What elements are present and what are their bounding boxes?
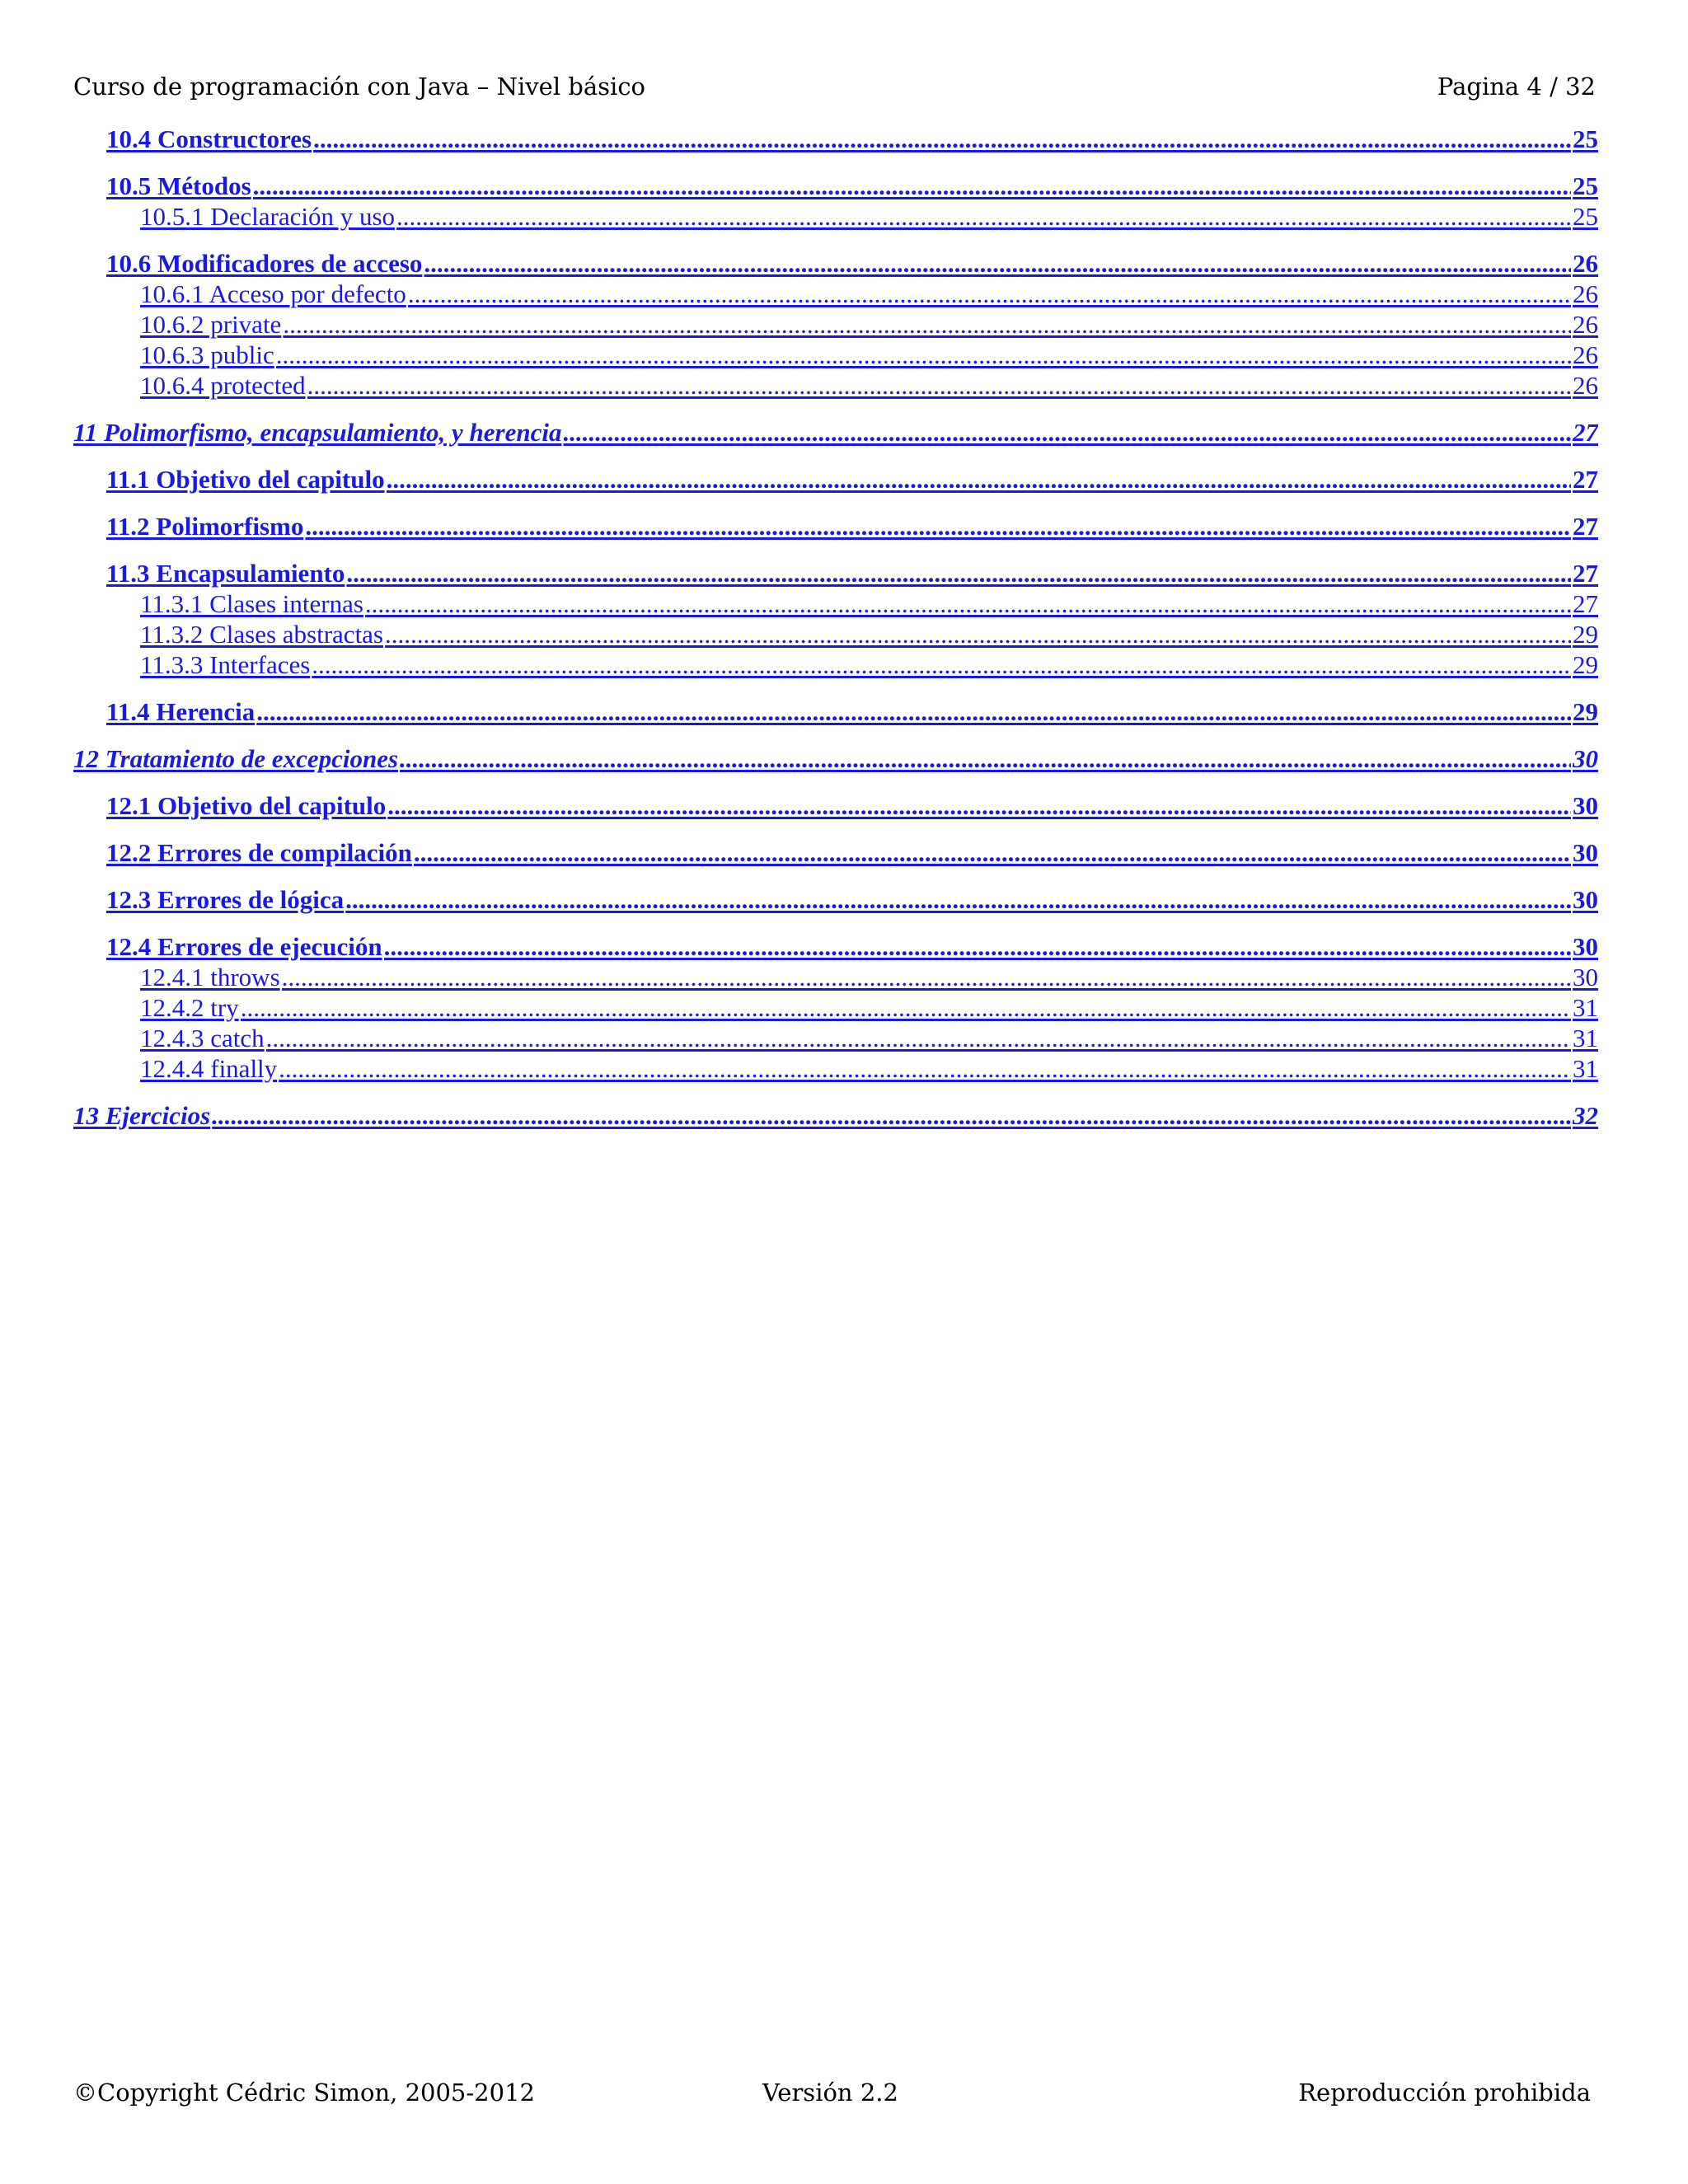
toc-dot-leader (424, 248, 1571, 279)
toc-entry-page: 27 (1573, 465, 1598, 494)
toc-dot-leader (266, 1023, 1571, 1053)
toc-entry-page: 27 (1573, 589, 1598, 618)
toc-entry-title: 10.6.1 Acceso por defecto (140, 279, 406, 308)
toc-entry[interactable] (73, 171, 1598, 201)
toc-dot-leader (400, 743, 1571, 774)
toc-entry-page: 32 (1573, 1101, 1598, 1130)
toc-entry-page: 27 (1573, 418, 1598, 447)
toc-dot-leader (563, 417, 1571, 448)
toc-entry-title: 10.6.3 public (140, 340, 274, 369)
toc-entry-title: 11.3.2 Clases abstractas (140, 620, 383, 649)
toc-entry-page: 30 (1573, 963, 1598, 991)
toc-dot-leader (307, 370, 1571, 401)
toc-entry[interactable] (73, 992, 1598, 1023)
toc-entry-page: 31 (1573, 1054, 1598, 1083)
toc-entry-title: 11.4 Herencia (106, 697, 256, 726)
toc-entry-title: 12.4.1 throws (140, 963, 280, 991)
toc-entry[interactable] (73, 1023, 1598, 1053)
toc-entry[interactable] (73, 417, 1598, 448)
toc-entry[interactable] (73, 837, 1598, 868)
toc-dot-leader (385, 619, 1571, 649)
toc-entry-page: 26 (1573, 279, 1598, 308)
toc-entry-page: 25 (1573, 124, 1598, 153)
toc-dot-leader (396, 201, 1571, 232)
toc-entry-title: 12.4.4 finally (140, 1054, 278, 1083)
toc-entry-title: 10.6 Modificadores de acceso (106, 249, 423, 278)
toc-entry[interactable] (73, 1100, 1598, 1131)
page-footer (73, 2079, 1591, 2115)
toc-entry[interactable] (73, 340, 1598, 370)
toc-dot-leader (312, 649, 1571, 680)
toc-entry[interactable] (73, 588, 1598, 619)
toc-entry-page: 31 (1573, 993, 1598, 1022)
toc-entry[interactable] (73, 201, 1598, 232)
toc-dot-leader (414, 837, 1571, 868)
toc-entry-title: 12.4.2 try (140, 993, 239, 1022)
toc-dot-leader (253, 171, 1571, 201)
toc-entry[interactable] (73, 279, 1598, 309)
toc-entry-page: 26 (1573, 340, 1598, 369)
toc-entry-page: 26 (1573, 310, 1598, 339)
footer-notice: Reproducción prohibida (1298, 2079, 1591, 2107)
toc-entry[interactable] (73, 790, 1598, 821)
toc-entry[interactable] (73, 124, 1598, 154)
toc-dot-leader (283, 309, 1571, 340)
toc-entry-title: 11.3.1 Clases internas (140, 589, 363, 618)
toc-entry-title: 12.4.3 catch (140, 1024, 265, 1052)
toc-entry-title: 10.6.4 protected (140, 371, 306, 400)
toc-entry-page: 25 (1573, 171, 1598, 200)
toc-entry-page: 29 (1573, 650, 1598, 679)
toc-entry-page: 26 (1573, 249, 1598, 278)
toc-entry-title: 11.2 Polimorfismo (106, 512, 304, 541)
toc-entry-title: 12.1 Objetivo del capitulo (106, 791, 387, 820)
toc-entry-title: 11.3.3 Interfaces (140, 650, 311, 679)
table-of-contents (73, 124, 1598, 1147)
toc-entry-page: 30 (1573, 791, 1598, 820)
toc-dot-leader (408, 279, 1571, 309)
toc-dot-leader (345, 884, 1571, 915)
toc-entry-title: 12.4 Errores de ejecución (106, 932, 382, 961)
toc-entry-page: 31 (1573, 1024, 1598, 1052)
toc-entry-title: 12 Tratamiento de excepciones (73, 744, 399, 773)
footer-version: Versión 2.2 (762, 2079, 898, 2107)
toc-dot-leader (346, 558, 1571, 588)
toc-entry-title: 11.3 Encapsulamiento (106, 559, 345, 588)
toc-dot-leader (387, 790, 1571, 821)
toc-entry[interactable] (73, 649, 1598, 680)
toc-entry-title: 11.1 Objetivo del capitulo (106, 465, 385, 494)
page-header (73, 73, 1596, 109)
toc-entry-title: 10.4 Constructores (106, 124, 312, 153)
toc-entry-page: 30 (1573, 838, 1598, 867)
toc-entry[interactable] (73, 696, 1598, 727)
toc-entry[interactable] (73, 743, 1598, 774)
toc-entry[interactable] (73, 511, 1598, 541)
document-title: Curso de programación con Java – Nivel básico (73, 73, 646, 101)
toc-entry[interactable] (73, 309, 1598, 340)
toc-entry-title: 10.6.2 private (140, 310, 282, 339)
toc-dot-leader (365, 588, 1571, 619)
toc-entry[interactable] (73, 962, 1598, 992)
toc-entry-page: 30 (1573, 932, 1598, 961)
toc-entry-title: 11 Polimorfismo, encapsulamiento, y herencia (73, 418, 562, 447)
toc-entry-title: 12.3 Errores de lógica (106, 885, 345, 914)
toc-dot-leader (305, 511, 1571, 541)
toc-entry-title: 12.2 Errores de compilación (106, 838, 412, 867)
toc-entry[interactable] (73, 248, 1598, 279)
toc-entry[interactable] (73, 558, 1598, 588)
toc-dot-leader (276, 340, 1571, 370)
page-number: Pagina 4 / 32 (1437, 73, 1596, 101)
toc-entry[interactable] (73, 619, 1598, 649)
toc-dot-leader (212, 1100, 1571, 1131)
toc-entry-page: 26 (1573, 371, 1598, 400)
toc-dot-leader (256, 696, 1571, 727)
toc-entry-title: 10.5 Métodos (106, 171, 251, 200)
toc-dot-leader (241, 992, 1571, 1023)
toc-entry-page: 25 (1573, 202, 1598, 231)
toc-dot-leader (282, 962, 1571, 992)
toc-entry-page: 30 (1573, 744, 1598, 773)
toc-entry-page: 27 (1573, 559, 1598, 588)
toc-entry[interactable] (73, 1053, 1598, 1084)
toc-dot-leader (384, 931, 1571, 962)
toc-entry[interactable] (73, 931, 1598, 962)
toc-dot-leader (387, 464, 1571, 494)
toc-entry-page: 30 (1573, 885, 1598, 914)
toc-entry[interactable] (73, 884, 1598, 915)
toc-entry-page: 29 (1573, 697, 1598, 726)
toc-entry-page: 27 (1573, 512, 1598, 541)
toc-entry[interactable] (73, 464, 1598, 494)
toc-dot-leader (313, 124, 1571, 154)
toc-entry-page: 29 (1573, 620, 1598, 649)
toc-entry[interactable] (73, 370, 1598, 401)
toc-entry-title: 10.5.1 Declaración y uso (140, 202, 396, 231)
footer-copyright: ©Copyright Cédric Simon, 2005-2012 (73, 2079, 535, 2107)
toc-dot-leader (279, 1053, 1571, 1084)
toc-entry-title: 13 Ejercicios (73, 1101, 211, 1130)
